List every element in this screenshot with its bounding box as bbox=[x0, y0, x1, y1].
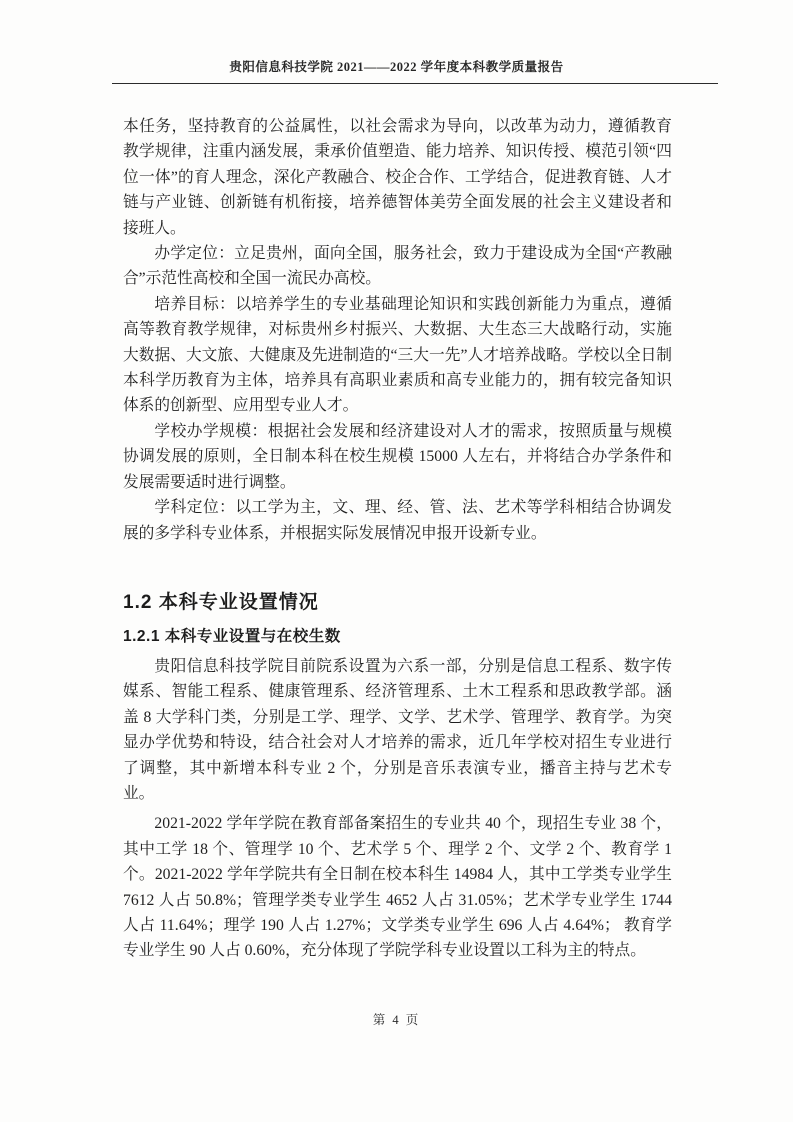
body-paragraph-discipline-positioning: 学科定位：以工学为主，文、理、经、管、法、艺术等学科相结合协调发展的多学科专业体系，并根据实际发展情况申报开设新专业。 bbox=[123, 499, 672, 542]
header-rule bbox=[112, 83, 718, 84]
body-paragraph-school-scale: 学校办学规模：根据社会发展和经济建设对人才的需求，按照质量与规模协调发展的原则，全日制本科在校生规模 15000 人左右，并将结合办学条件和发展需要适时进行调整。 bbox=[123, 422, 672, 491]
page-header bbox=[0, 0, 793, 84]
page-body bbox=[123, 114, 672, 964]
subsection-heading-1-2-1: 1.2.1 本科专业设置与在校生数 bbox=[123, 627, 341, 645]
page-number: 第 4 页 bbox=[372, 1013, 421, 1027]
body-paragraph-training-goal: 培养目标：以培养学生的专业基础理论知识和实践创新能力为重点，遵循高等教育教学规律，对标贵州乡村振兴、大数据、大生态三大战略行动，实施大数据、大文旅、大健康及先进制造的“三大一先”人才培养战略。学校以全日制本科学历教育为主体，培养具有高职业素质和高专业能力的，拥有较完备知识体系的创新型、应用型专业人才。 bbox=[123, 295, 672, 415]
body-paragraph-continuation: 本任务，坚持教育的公益属性，以社会需求为导向，以改革为动力，遵循教育教学规律，注重内涵发展，秉承价值塑造、能力培养、知识传授、模范引领“四位一体”的育人理念，深化产教融合、校企合作、工学结合，促进教育链、人才链与产业链、创新链有机衔接，培养德智体美劳全面发展的社会主义建设者和接班人。 bbox=[123, 118, 672, 237]
body-paragraph-positioning: 办学定位：立足贵州，面向全国，服务社会，致力于建设成为全国“产教融合”示范性高校和全国一流民办高校。 bbox=[123, 245, 672, 288]
body-paragraph-departments: 贵阳信息科技学院目前院系设置为六系一部，分别是信息工程系、数字传媒系、智能工程系、健康管理系、经济管理系、土木工程系和思政教学部。涵盖 8 大学科门类，分别是工学、理学、文学、艺术学、管理学、教育学。为突显办学优势和特设，结合社会对人才培养的需求，近几年学校对招生专业进行了调整，其中新增本科专业 2 个，分别是音乐表演专业，播音主持与艺术专业。 bbox=[123, 657, 672, 802]
page-footer bbox=[0, 1010, 793, 1029]
section-heading-1-2: 1.2 本科专业设置情况 bbox=[123, 591, 319, 613]
running-header-title: 贵阳信息科技学院 2021——2022 学年度本科教学质量报告 bbox=[229, 60, 564, 74]
body-paragraph-enrollment-stats: 2021-2022 学年学院在教育部备案招生的专业共 40 个，现招生专业 38 个，其中工学 18 个、管理学 10 个、艺术学 5 个、理学 2 个、文学 2 个、教育学 1 个。2021-2022 学年学院共有全日制在校本科生 14984 人，其中工学类专业学生 7612 人占 50.8%；管理学类专业学生 4652 人占 31.05%；艺术学专业学生 1744 人占 11.64%；理学 190 人占 1.27%；文学类专业学生 696 人占 4.64%； 教育学专业学生 90 人占 0.60%，充分体现了学院学科专业设置以工科为主的特点。 bbox=[123, 815, 672, 960]
